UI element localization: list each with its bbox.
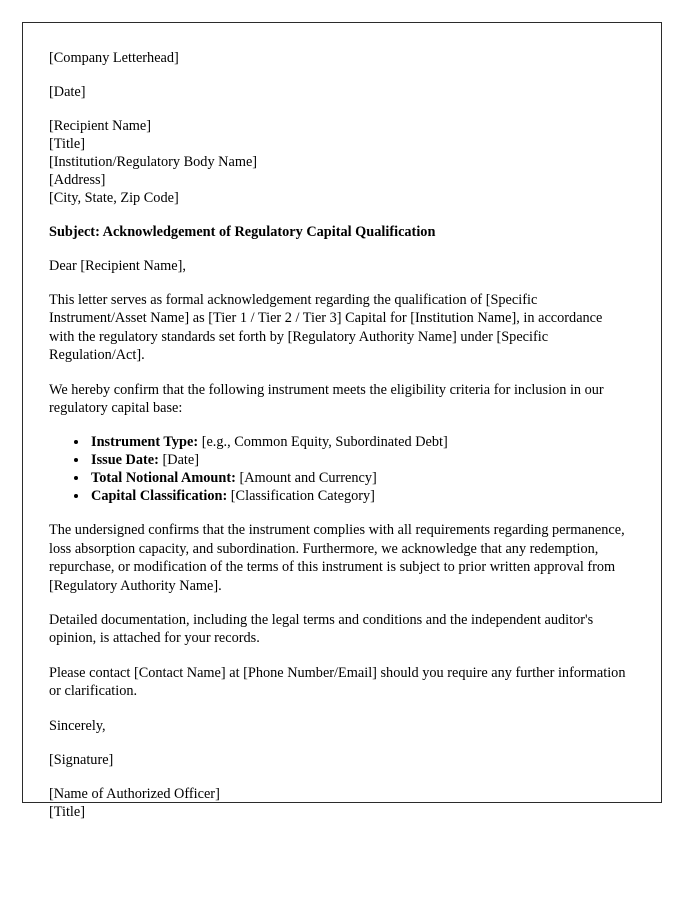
- detail-label: Total Notional Amount:: [91, 470, 236, 487]
- subject-line: Subject: Acknowledgement of Regulatory Capital Qualification: [49, 224, 436, 240]
- detail-value: [Classification Category]: [230, 488, 375, 505]
- letter-content: [23, 23, 661, 821]
- officer-name: [Name of Authorized Officer]: [49, 785, 220, 802]
- detail-label: Instrument Type:: [91, 434, 199, 451]
- paragraph-intro: This letter serves as formal acknowledgement regarding the qualification of [Specific Instrument/Asset Name] as [Tier 1 / Tier 2 / Tier 3] Capital for [Institution Name], in accordance with the regulatory standards set forth by [Regulatory Authority Name] under [Specific Regulation/Act].: [49, 292, 603, 364]
- valediction: Sincerely,: [49, 717, 106, 734]
- company-letterhead: [Company Letterhead]: [49, 50, 179, 66]
- list-item: [89, 469, 629, 487]
- list-item: [89, 433, 629, 451]
- signer-block: [49, 785, 629, 821]
- instrument-details-list: [49, 433, 629, 505]
- signature-placeholder: [Signature]: [49, 751, 114, 768]
- detail-label: Issue Date:: [91, 452, 159, 469]
- officer-title: [Title]: [49, 803, 86, 820]
- salutation: Dear [Recipient Name],: [49, 258, 186, 274]
- detail-value: [Date]: [162, 452, 199, 469]
- paragraph-documentation: Detailed documentation, including the legal terms and conditions and the independent auditor's opinion, is attached for your records.: [49, 612, 594, 647]
- recipient-city-state-zip: [City, State, Zip Code]: [49, 190, 179, 206]
- list-item: [89, 451, 629, 469]
- letter-page: [22, 22, 662, 820]
- recipient-address: [Address]: [49, 172, 106, 188]
- recipient-name: [Recipient Name]: [49, 118, 152, 134]
- letter-date: [Date]: [49, 84, 86, 100]
- list-item: [89, 487, 629, 505]
- recipient-address-block: [49, 117, 629, 207]
- detail-label: Capital Classification:: [91, 488, 228, 505]
- detail-value: [e.g., Common Equity, Subordinated Debt]: [201, 434, 448, 451]
- paragraph-contact: Please contact [Contact Name] at [Phone Number/Email] should you require any further information or clarification.: [49, 664, 626, 700]
- recipient-title: [Title]: [49, 136, 86, 152]
- paragraph-undersigned: The undersigned confirms that the instrument complies with all requirements regarding permanence, loss absorption capacity, and subordination. Furthermore, we acknowledge that any redemption, repurchase, or modification of the terms of this instrument is subject to prior written approval from [Regulatory Authority Name].: [49, 522, 625, 594]
- recipient-institution: [Institution/Regulatory Body Name]: [49, 154, 258, 170]
- detail-value: [Amount and Currency]: [239, 470, 377, 487]
- paragraph-confirm: We hereby confirm that the following instrument meets the eligibility criteria for inclusion in our regulatory capital base:: [49, 381, 604, 417]
